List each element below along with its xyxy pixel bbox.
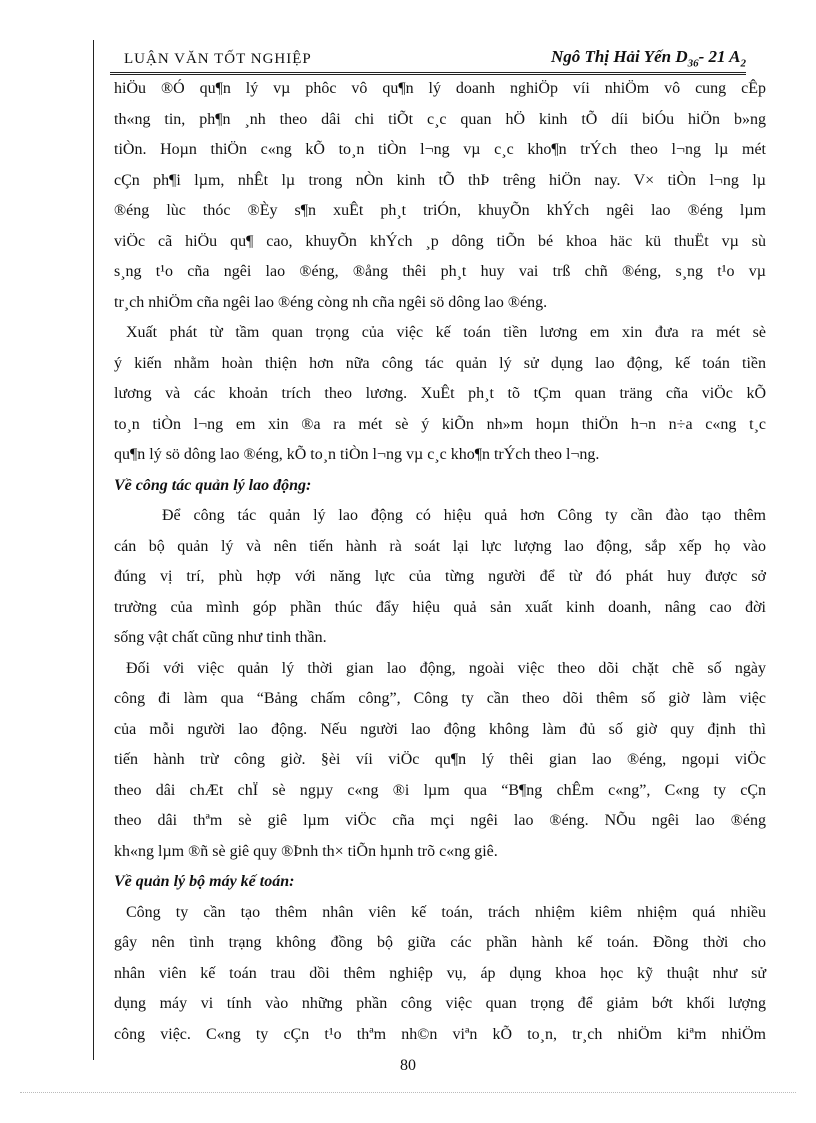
text-line: công việc. C«ng ty cÇn t¹o thªm nh©n viªn kÕ to¸n, tr¸ch nhiÖm kiªm nhiÖm [114, 1025, 766, 1043]
text-line: theo dâi thªm sè giê lµm viÖc cña mçi ngêi lao ®éng. NÕu ngêi lao ®éng [114, 812, 766, 829]
text-line: tr¸ch nhiÖm cña ngêi lao ®éng còng nh cña ngêi sö dông lao ®éng. [114, 293, 548, 311]
page-border [93, 40, 94, 1060]
text-line: cÇn ph¶i lµm, nhÊt lµ trong nÒn kinh tÕ thÞ trêng hiÖn nay. V× tiÒn l¬ng lµ [114, 171, 766, 189]
body-text [114, 74, 766, 1050]
text-line: viÖc cã hiÖu qu¶ cao, khuyÕn khÝch ¸p dông tiÕn bé khoa häc kü thuËt vµ sù [114, 232, 766, 250]
author-class [551, 47, 746, 72]
text-line: công đi làm qua “Bảng chấm công”, Công ty cần theo dõi thêm số giờ làm việc [114, 690, 766, 707]
text-line: gây nên tình trạng không đồng bộ giữa các phần hành kế toán. Đồng thời cho [114, 934, 766, 951]
thesis-title: LUẬN VĂN TỐT NGHIỆP [124, 51, 312, 67]
text-line: sống vật chất cũng như tinh thần. [114, 629, 327, 646]
text-line: trường của mình góp phần thúc đẩy hiệu quả sản xuất kinh doanh, nâng cao đời [114, 598, 766, 616]
text-line: qu¶n lý sö dông lao ®éng, kÕ to¸n tiÒn l¬ng vµ c¸c kho¶n trÝch theo l¬ng. [114, 446, 600, 463]
bottom-rule [20, 1092, 796, 1093]
text-line: Xuất phát từ tầm quan trọng của việc kế toán tiền lương em xin đưa ra mét sè [126, 324, 766, 341]
text-line: theo dâi chÆt chÏ sè ngµy c«ng ®i lµm qua “B¶ng chÊm c«ng”, C«ng ty cÇn [114, 781, 766, 799]
text-line: kh«ng lµm ®ñ sè giê quy ®Þnh th× tiÕn hµnh trõ c«ng giê. [114, 842, 498, 860]
page-number: 80 [400, 1057, 416, 1074]
text-line: tiến hành trừ công giờ. §èi víi viÖc qu¶n lý thêi gian lao ®éng, ngoµi viÖc [114, 751, 766, 768]
text-line: đúng vị trí, phù hợp với năng lực của từng người để từ đó phát huy được sở [114, 568, 766, 585]
text-line: nhân viên kế toán trau dồi thêm nghiệp vụ, áp dụng khoa học kỹ thuật như sử [114, 964, 766, 982]
text-line: cán bộ quản lý và nên tiến hành rà soát lại lực lượng lao động, sắp xếp họ vào [114, 537, 766, 555]
text-line: to¸n tiÒn l¬ng em xin ®a ra mét sè ý kiÕn nh»m hoµn thiÖn h¬n n÷a c«ng t¸c [114, 415, 766, 433]
text-line: lương và các khoản trích theo lương. XuÊt ph¸t tõ tÇm quan träng cña viÖc kÕ [114, 385, 766, 402]
text-line: của mỗi người lao động. Nếu người lao động không làm đủ số giờ quy định thì [114, 720, 766, 738]
class-sub-2: 2 [740, 57, 746, 69]
text-line: th«ng tin, ph¶n ¸nh theo dâi chi tiÕt c¸c quan hÖ kinh tÕ díi biÓu hiÖn b»ng [114, 110, 766, 128]
text-line: ®éng lùc thóc ®Èy s¶n xuÊt ph¸t triÓn, khuyÕn khÝch ngêi lao ®éng lµm [114, 202, 766, 219]
author-name: Ngô Thị Hải Yến D [550, 46, 688, 66]
page-header [110, 44, 746, 75]
text-line: Đối với việc quản lý thời gian lao động, ngoài việc theo dõi chặt chẽ số ngày [126, 659, 766, 677]
text-line: s¸ng t¹o cña ngêi lao ®éng, ®ång thêi ph¸t huy vai trß chñ ®éng, s¸ng t¹o vµ [114, 263, 766, 280]
text-line: hiÖu ®Ó qu¶n lý vµ phôc vô qu¶n lý doanh nghiÖp víi nhiÖm vô cung cÊp [114, 80, 766, 97]
class-mid: - 21 A [698, 46, 741, 66]
section-heading: Về công tác quản lý lao động: [114, 476, 312, 494]
text-line: Công ty cần tạo thêm nhân viên kế toán, trách nhiệm kiêm nhiệm quá nhiều [126, 903, 766, 921]
text-line: tiÒn. Hoµn thiÖn c«ng kÕ to¸n tiÒn l¬ng vµ c¸c kho¶n trÝch theo l¬ng lµ mét [114, 141, 766, 158]
text-line: dụng máy vi tính vào những phần công việc quan trọng để giảm bớt khối lượng [114, 995, 766, 1012]
text-line: Để công tác quản lý lao động có hiệu quả hơn Công ty cần đào tạo thêm [162, 507, 766, 524]
text-line: ý kiến nhằm hoàn thiện hơn nữa công tác quản lý sử dụng lao động, kế toán tiền [114, 354, 766, 372]
section-heading: Về quản lý bộ máy kế toán: [114, 873, 295, 890]
class-sub-1: 36 [687, 57, 699, 69]
